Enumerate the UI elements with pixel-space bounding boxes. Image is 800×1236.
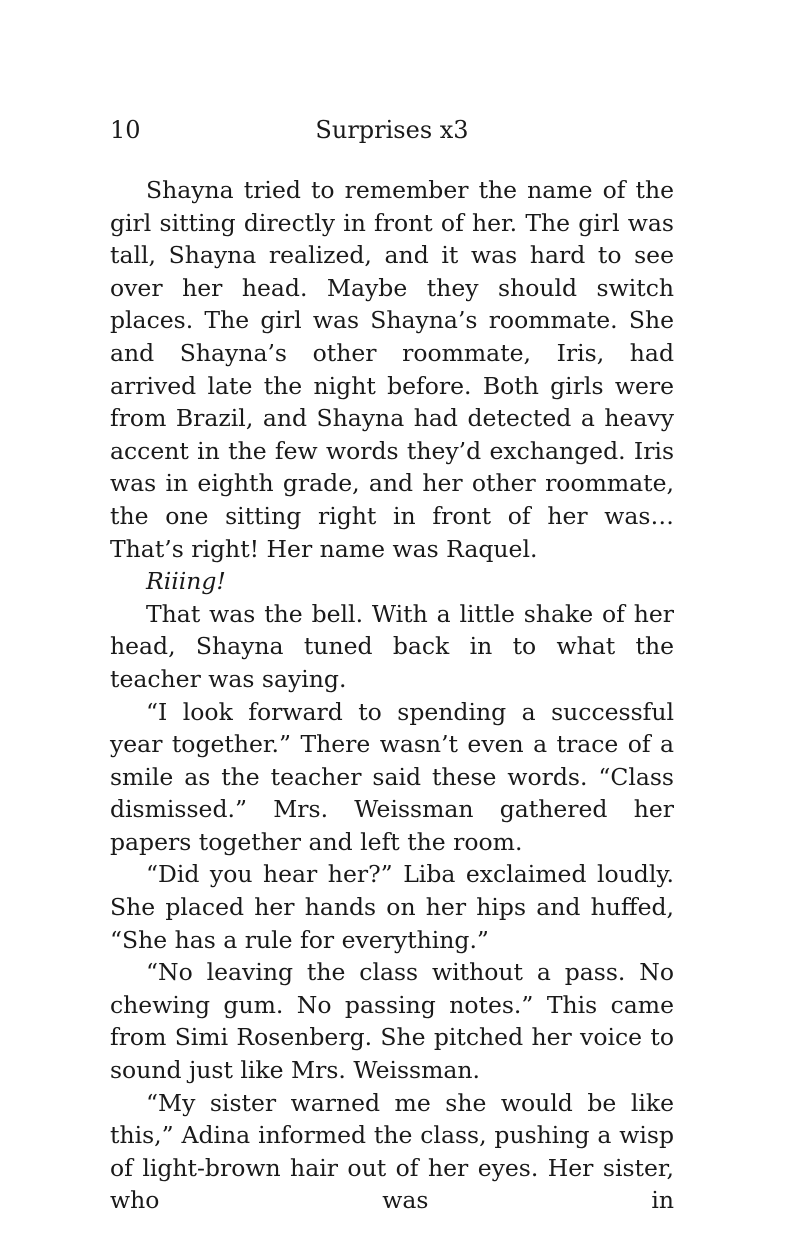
paragraph: “No leaving the class without a pass. No chewing gum. No passing notes.” This came from Simi Rosenberg. She pitched her voice to sound just like Mrs. Weissman.	[110, 958, 674, 1085]
page-header	[110, 110, 674, 150]
page-number: 10	[110, 116, 141, 144]
paragraph: That was the bell. With a little shake of her head, Shayna tuned back in to what the teacher was saying.	[110, 599, 674, 693]
paragraph: “Did you hear her?” Liba exclaimed loudly. She placed her hands on her hips and huffed, “She has a rule for everything.”	[110, 860, 674, 954]
running-title: Surprises x3	[315, 116, 469, 144]
paragraph: “I look forward to spending a successful year together.” There wasn’t even a trace of a smile as the teacher said these words. “Class dismissed.” Mrs. Weissman gathered her papers together and left the room.	[110, 697, 674, 856]
paragraph: Shayna tried to remember the name of the girl sitting directly in front of her. The girl was tall, Shayna realized, and it was hard to see over her head. Maybe they should switch places. The girl was Shayna’s roommate. She and Shayna’s other roommate, Iris, had arrived late the night before. Both girls were from Brazil, and Shayna had detected a heavy accent in the few words they’d exchanged. Iris was in eighth grade, and her other roommate, the one sitting right in front of her was… That’s right! Her name was Raquel.	[110, 176, 674, 563]
paragraph-sound-effect: Riiing!	[146, 567, 226, 596]
body-text	[110, 174, 674, 1217]
paragraph: “My sister warned me she would be like this,” Adina informed the class, pushing a wisp of light-brown hair out of her eyes. Her sister, who was in	[110, 1088, 674, 1215]
